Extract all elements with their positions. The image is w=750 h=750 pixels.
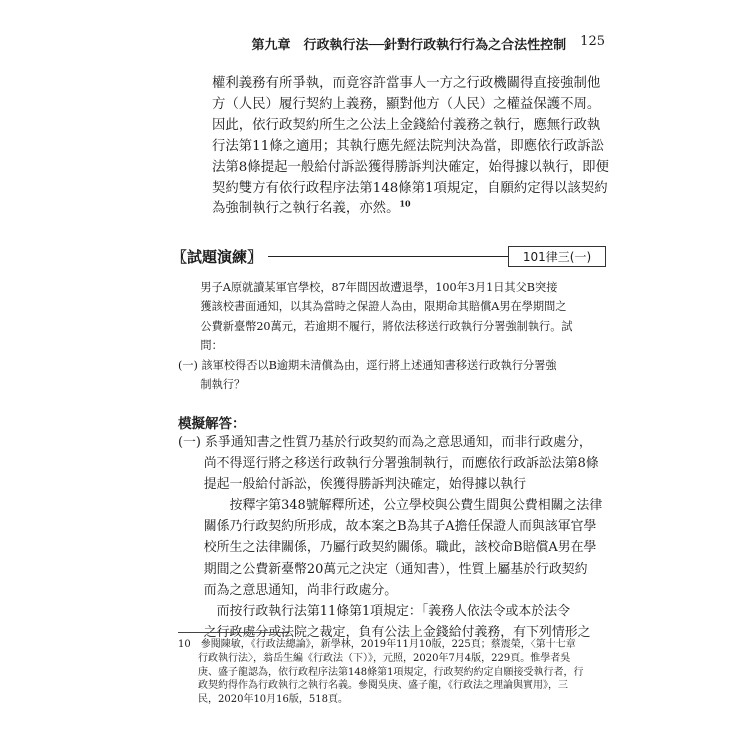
text-line: 契約雙方有依行政程序法第148條第1項規定，自願約定得以該契約 [212, 180, 608, 196]
answer-line: 按釋字第348號解釋所述，公立學校與公費生間與公費相關之法律 [178, 498, 603, 514]
running-header [230, 34, 605, 53]
question-line: 公費新臺幣20萬元，若逾期不履行，將依法移送行政執行分署強制執行。試 [178, 319, 573, 333]
footnote-line: 民，2020年10月16版，518頁。 [178, 694, 348, 706]
footnote [178, 638, 608, 707]
question-line: 問： [178, 339, 223, 353]
text-line: 方（人民）履行契約上義務，顯對他方（人民）之權益保護不周。 [212, 96, 601, 112]
text-line-end: 為強制執行之執行名義，亦然。 [212, 201, 400, 217]
exam-divider-line [268, 256, 508, 257]
footnote-line: 庚、盛子龍認為，依行政程序法第148條第1項規定，行政契約約定自願接受執行者，行 [178, 666, 584, 678]
answer-line: 之行政處分或法院之裁定，負有公法上金錢給付義務，有下列情形之 [178, 624, 591, 640]
exam-practice-title: 〖試題演練〗 [172, 247, 263, 266]
answer-line: 而按行政執行法第11條第1項規定：「義務人依法令或本於法令 [178, 603, 570, 619]
text-line [212, 199, 612, 220]
footnote-divider [178, 632, 288, 633]
footnote-line: 行政執行法〉，翁岳生編《行政法（下）》，元照，2020年7月4版，229頁。惟學者吳 [178, 652, 571, 664]
footnote-line: 10 參閱陳敏，《行政法總論》，新學林，2019年11月10版，225頁；蔡震榮，〈第十七章 [178, 639, 576, 650]
chapter-title: 第九章 行政執行法──針對行政執行行為之合法性控制 [251, 38, 567, 53]
opening-paragraph [212, 74, 612, 220]
page-number: 125 [580, 34, 605, 49]
answer-line: 期間之公費新臺幣20萬元之決定（通知書），性質上屬基於行政契約 [178, 561, 588, 577]
answer-line: 關係乃行政契約所形成，故本案之B為其子A擔任保證人而與該軍官學 [178, 519, 597, 535]
exam-question [178, 278, 608, 394]
footnote-line: 政契約得作為行政執行之執行名義。參閱吳庚、盛子龍，《行政法之理論與實用》，三 [178, 680, 568, 692]
text-line: 權利義務有所爭執，而竟容許當事人一方之行政機關得直接強制他 [212, 76, 601, 91]
model-answer [178, 432, 608, 643]
answer-line: (一) 系爭通知書之性質乃基於行政契約而為之意思通知，而非行政處分， [178, 435, 592, 450]
exam-practice-bar [172, 244, 606, 268]
footnote-reference: 10 [399, 198, 411, 209]
answer-heading: 模擬解答： [178, 416, 246, 432]
text-line: 法第8條提起一般給付訴訟獲得勝訴判決確定，始得據以執行，即便 [212, 159, 609, 175]
text-line: 行法第11條之適用；其執行應先經法院判決為當，即應依行政訴訟 [212, 138, 604, 154]
question-line: (一) 該軍校得否以B逾期未清償為由，逕行將上述通知書移送行政執行分署強 [178, 358, 557, 372]
answer-line: 校所生之法律關係，乃屬行政契約關係。職此，該校命B賠償A男在學 [178, 540, 597, 556]
text-line: 因此，依行政契約所生之公法上金錢給付義務之執行，應無行政執 [212, 117, 601, 133]
exam-code-badge: 101律三(一) [508, 246, 606, 267]
answer-line: 而為之意思通知，尚非行政處分。 [178, 582, 398, 598]
question-line: 獲該校書面通知，以其為當時之保證人為由，限期命其賠償A男在學期間之 [178, 300, 567, 314]
answer-line: 提起一般給付訴訟，俟獲得勝訴判決確定，始得據以執行 [178, 477, 527, 493]
answer-line: 尚不得逕行將之移送行政執行分署強制執行，而應依行政訴訟法第8條 [178, 456, 599, 472]
question-line: 制執行？ [178, 378, 246, 392]
question-line: 男子A原就讀某軍官學校，87年間因故遭退學，100年3月1日其父B突接 [178, 281, 558, 294]
